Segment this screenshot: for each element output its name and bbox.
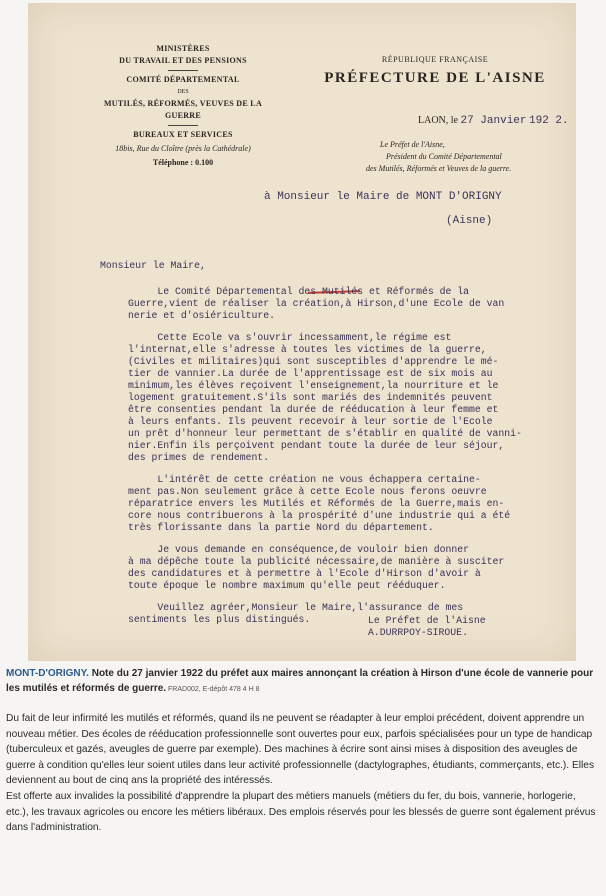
addressee-region: (Aisne)	[446, 215, 493, 227]
caption-place: MONT-D'ORIGNY.	[6, 668, 89, 679]
offices-label: BUREAUX ET SERVICES	[133, 130, 233, 139]
prefecture-title: PRÉFECTURE DE L'AISNE	[324, 70, 546, 86]
divider	[168, 70, 198, 71]
divider	[168, 125, 198, 126]
committee-des: DES	[177, 89, 189, 95]
caption-title: Note du 27 janvier 1922 du préfet aux maires annonçant la création à Hirson d'une école de vannerie pour les mutilés et réformés de guerre.	[6, 668, 594, 694]
paragraph: L'intérêt de cette création ne vous échappera certaine- ment pas.Non seulement grâce à cette Ecole nous ferons oeuvre réparatrice envers les Mutilés et Réformés de la Guerre,mais en- core nous contribuerons à la prospérité d'une industrie qui a été très florissante dans la partie Nord du département.	[128, 474, 511, 533]
sender-line-1: Le Préfet de l'Aisne,	[380, 140, 445, 149]
dateline-place: LAON, le	[418, 115, 458, 126]
article-body	[6, 711, 600, 836]
committee-name: COMITÉ DÉPARTEMENTAL	[126, 75, 240, 84]
signature	[368, 615, 486, 639]
signature-line-2: A.DURRPOY-SIROUE.	[368, 627, 468, 638]
article-paragraph: Est offerte aux invalides la possibilité d'apprendre la plupart des métiers manuels (métiers du fer, du bois, vannerie, horlogerie, etc.), les travaux agricoles ou encore les métiers libéraux. Des emplois réservés pour les blessés de guerre sont également prévus dans l'administration.	[6, 790, 596, 834]
letter-scan	[28, 3, 576, 661]
addressee: à Monsieur le Maire de MONT D'ORIGNY	[264, 191, 502, 203]
salutation: Monsieur le Maire,	[100, 260, 206, 271]
paragraph: Cette Ecole va s'ouvrir incessamment,le régime est l'internat,elle s'adresse à toutes les victimes de la guerre, (Civiles et militaires)qui sont susceptibles d'apprendre le mé- tier de vannier.La durée de l'apprentissage est de six mois au minimum,les élèves reçoivent l'enseignement,la nourriture et le logement gratuitement.S'ils sont mariés des indemnités peuvent être consenties pendant la durée de rééducation à leur femme et à leurs enfants. Ils peuvent recevoir à leur sortie de l'Ecole un prêt d'honneur leur permettant de s'établir en qualité de vanni- nier.Enfin ils perçoivent pendant toute la durée de leur séjour, des primes de rendement.	[128, 332, 522, 463]
article-paragraph: Du fait de leur infirmité les mutilés et réformés, quand ils ne peuvent se réadapter à leur emploi précédent, doivent apprendre un nouveau métier. Des écoles de rééducation professionnelle sont ouvertes pour eux, parfois spécialisées pour un type de handicap (tuberculeux et gazés, aveugles de guerre par exemple). Des machines à écrire sont ainsi mises à disposition des aveugles de guerre à condition qu'elles leur soient utiles dans leur activité professionnelle (dactylographes, étudiants, commerçants, etc.). Elles deviennent au bout de cinq ans la propriété des intéressés.	[6, 713, 595, 787]
telephone: Téléphone : 0.100	[152, 158, 214, 167]
signature-line-1: Le Préfet de l'Aisne	[368, 615, 486, 626]
sender-block	[358, 139, 558, 175]
dateline-year: 192 2.	[529, 115, 569, 127]
sender-line-2: Président du Comité Départemental	[386, 152, 502, 161]
paragraph: Le Comité Départemental des Mutilés et Réformés de la Guerre,vient de réaliser la création,à Hirson,d'une Ecole de van nerie et d'osiériculture.	[128, 286, 505, 321]
caption-reference: FRAD002, E-dépôt 478 4 H 8	[166, 686, 260, 693]
dateline-date: 27 Janvier	[460, 115, 527, 127]
office-address: 18bis, Rue du Cloître (près la Cathédrale)	[115, 144, 251, 153]
committee-beneficiaries: MUTILÉS, RÉFORMÉS, VEUVES DE LA GUERRE	[103, 99, 263, 120]
republic-label: RÉPUBLIQUE FRANÇAISE	[381, 55, 489, 64]
dateline	[418, 115, 569, 127]
figure-caption	[6, 666, 600, 697]
paragraph: Je vous demande en conséquence,de vouloir bien donner à ma dépêche toute la publicité nécessaire,de manière à susciter des candidatures et à permettre à l'Ecole d'Hirson d'avoir à toute époque le nombre maximum qu'elle peut rééduquer.	[128, 544, 505, 591]
letterhead-right	[300, 55, 570, 87]
ministry-line-2: DU TRAVAIL ET DES PENSIONS	[119, 56, 247, 65]
letter-body	[100, 260, 568, 636]
letterhead-left	[88, 43, 278, 169]
ministry-line-1: MINISTÈRES	[156, 44, 210, 53]
sender-line-3: des Mutilés, Réformés et Veuves de la guerre.	[366, 164, 512, 173]
paragraph: Veuillez agréer,Monsieur le Maire,l'assurance de mes sentiments les plus distingués.	[128, 602, 464, 625]
